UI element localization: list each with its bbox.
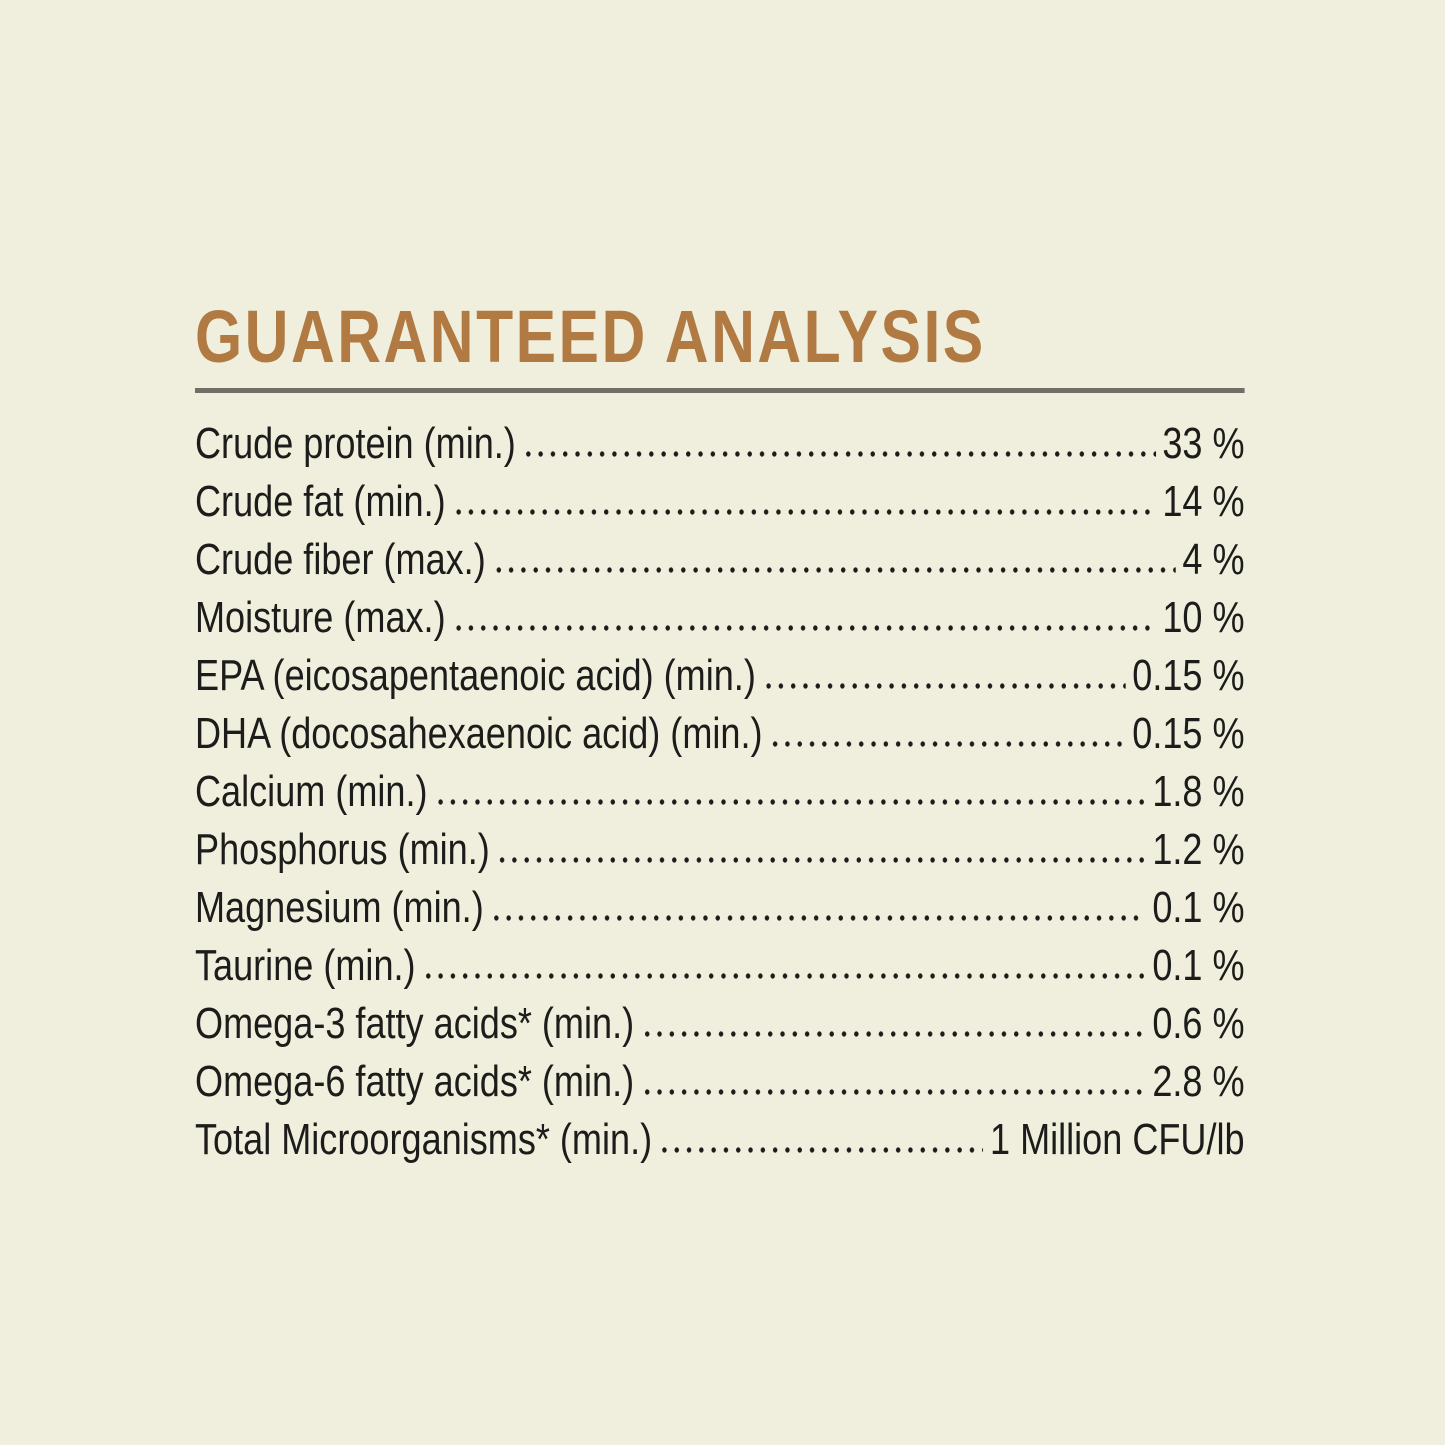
nutrient-label: Magnesium (min.) (195, 883, 484, 932)
nutrient-value: 4 % (1182, 535, 1245, 584)
analysis-row (195, 763, 1245, 821)
analysis-row (195, 531, 1245, 589)
nutrient-label: Phosphorus (min.) (195, 825, 490, 874)
dot-leader (522, 450, 1155, 458)
dot-leader (769, 740, 1126, 748)
dot-leader (422, 972, 1146, 980)
guaranteed-analysis-panel (195, 295, 1245, 1169)
analysis-row (195, 1053, 1245, 1111)
nutrient-value: 0.1 % (1152, 883, 1245, 932)
dot-leader (452, 508, 1156, 516)
dot-leader (490, 914, 1146, 922)
analysis-row (195, 589, 1245, 647)
nutrient-label: DHA (docosahexaenoic acid) (min.) (195, 709, 763, 758)
nutrient-label: Calcium (min.) (195, 767, 428, 816)
analysis-list (195, 415, 1245, 1169)
nutrient-label: Crude fiber (max.) (195, 535, 486, 584)
nutrient-label: Moisture (max.) (195, 593, 446, 642)
dot-leader (641, 1030, 1146, 1038)
nutrient-value: 1 Million CFU/lb (989, 1115, 1245, 1164)
analysis-row (195, 705, 1245, 763)
nutrient-label: Crude protein (min.) (195, 419, 516, 468)
analysis-row (195, 1111, 1245, 1169)
nutrient-label: Omega-3 fatty acids* (min.) (195, 999, 635, 1048)
dot-leader (641, 1088, 1146, 1096)
nutrient-value: 0.15 % (1132, 709, 1245, 758)
nutrient-value: 14 % (1162, 477, 1245, 526)
nutrient-label: EPA (eicosapentaenoic acid) (min.) (195, 651, 756, 700)
nutrient-label: Total Microorganisms* (min.) (195, 1115, 653, 1164)
dot-leader (434, 798, 1146, 806)
nutrient-value: 10 % (1162, 593, 1245, 642)
nutrient-value: 33 % (1162, 419, 1245, 468)
dot-leader (496, 856, 1145, 864)
analysis-row (195, 647, 1245, 705)
nutrient-value: 2.8 % (1152, 1057, 1245, 1106)
nutrient-value: 0.1 % (1152, 941, 1245, 990)
analysis-row (195, 879, 1245, 937)
nutrient-label: Taurine (min.) (195, 941, 416, 990)
analysis-row (195, 821, 1245, 879)
analysis-row (195, 415, 1245, 473)
dot-leader (659, 1146, 984, 1154)
nutrient-value: 1.8 % (1152, 767, 1245, 816)
title-divider (195, 388, 1245, 393)
nutrient-label: Crude fat (min.) (195, 477, 446, 526)
nutrient-label: Omega-6 fatty acids* (min.) (195, 1057, 635, 1106)
nutrient-value: 0.6 % (1152, 999, 1245, 1048)
analysis-row (195, 995, 1245, 1053)
dot-leader (452, 624, 1156, 632)
page-title: GUARANTEED ANALYSIS (195, 295, 986, 378)
dot-leader (492, 566, 1176, 574)
nutrient-value: 1.2 % (1152, 825, 1245, 874)
dot-leader (762, 682, 1125, 690)
analysis-row (195, 937, 1245, 995)
nutrient-value: 0.15 % (1132, 651, 1245, 700)
analysis-row (195, 473, 1245, 531)
